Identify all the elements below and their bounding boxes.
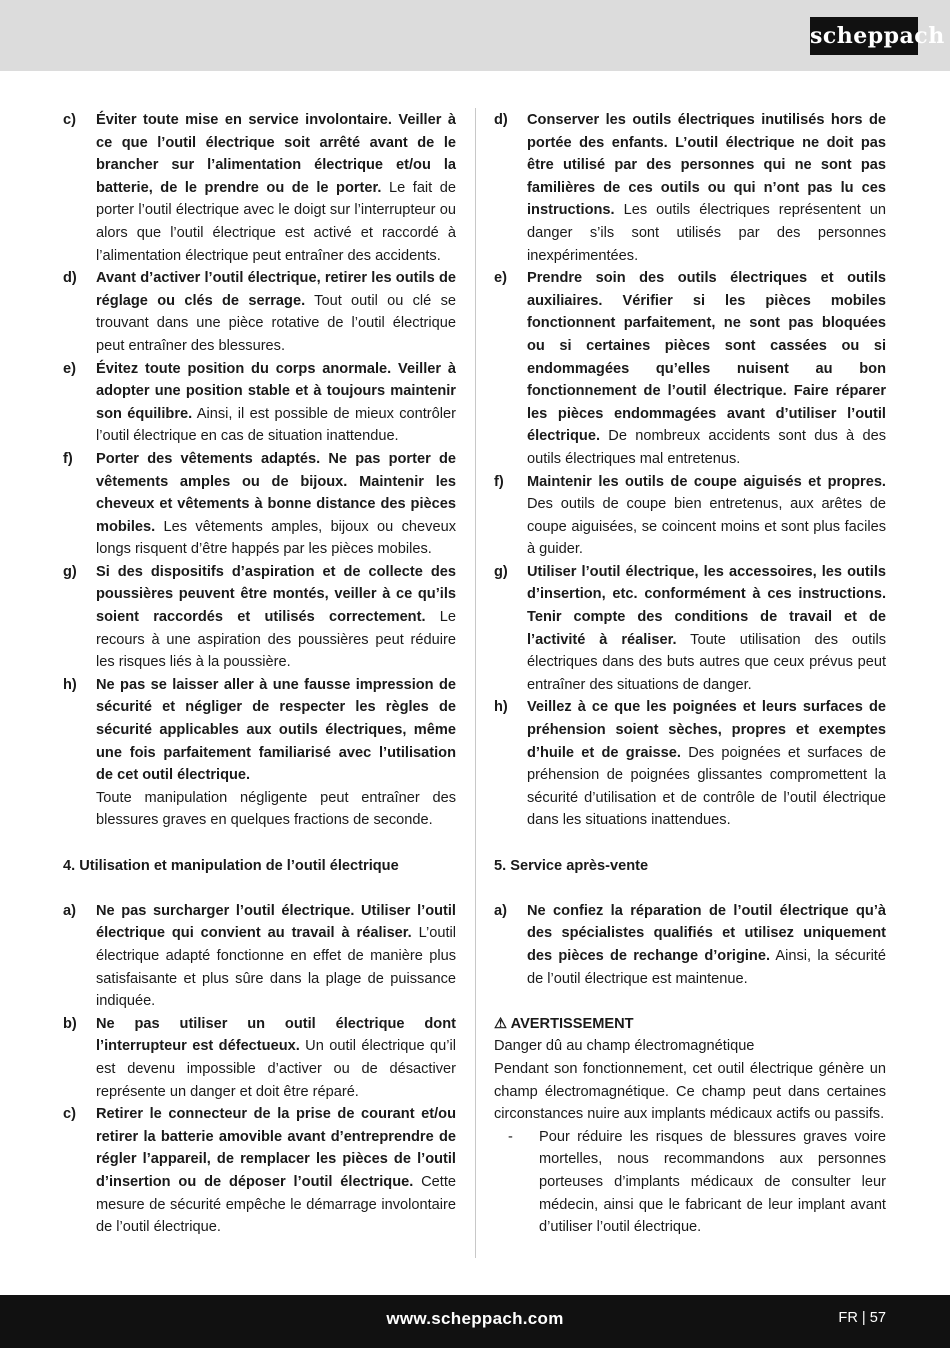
list-item: [63, 1013, 456, 1103]
list-item-normal-text: Tout outil ou clé se trouvant dans une pièce rotative de l’outil électrique peut entraîner des blessures.: [96, 292, 456, 354]
section-5-heading: 5. Service après-vente: [494, 857, 649, 874]
list-item-label: e): [494, 270, 507, 287]
list-item-label: c): [63, 1106, 76, 1123]
column-divider: [475, 108, 476, 1258]
right-column: [494, 109, 886, 1239]
list-item-text: [527, 471, 886, 561]
left-column: [63, 109, 456, 1239]
list-item-label: d): [63, 270, 77, 287]
list-item-normal-text: Toute manipulation négligente peut entraîner des blessures graves en quelques fractions de seconde.: [96, 789, 456, 829]
list-item-text: [527, 561, 886, 697]
list-item-bold-text: Ne pas se laisser aller à une fausse impression de sécurité et négliger de respecter les règles de sécurité applicables aux outils électriques, même une fois parfaitement familiarisé avec l’utilisation de cet outil électrique.: [96, 676, 456, 784]
list-item-bold-text: Utiliser l’outil électrique, les accessoires, les outils d’insertion, etc. conformément à ces instructions. Tenir compte des conditions de travail et de l’activité à réaliser.: [527, 563, 886, 648]
list-item-bold-text: Prendre soin des outils électriques et outils auxiliaires. Vérifier si les pièces mobiles fonctionnent parfaitement, ne sont pas bloquées ou si certaines pièces sont cassées ou si endommagées qu’elles nuisent au bon fonctionnement de l’outil électrique. Faire réparer les pièces endommagées avant d’utiliser l’outil électrique.: [527, 270, 886, 445]
list-item: [63, 1103, 456, 1239]
list-item-label: d): [494, 112, 508, 128]
list-item-text: [96, 561, 456, 674]
list-item-bold-text: Si des dispositifs d’aspiration et de collecte des poussières peuvent être montés, veiller à ce qu’ils soient raccordés et utilisés correctement.: [96, 563, 456, 626]
warning-paragraph: Pendant son fonctionnement, cet outil électrique génère un champ électromagnétique. Ce champ peut dans certaines circonstances nuire aux implants médicaux actifs ou passifs.: [494, 1060, 886, 1123]
list-item-text: [96, 674, 456, 832]
list-item-normal-text: Les outils électriques représentent un danger s’ils sont utilisés par des personnes inexpérimentées.: [527, 202, 886, 264]
list-item: [63, 900, 456, 1013]
warning-title-text: AVERTISSEMENT: [510, 1015, 634, 1032]
list-item-label: f): [63, 450, 73, 467]
list-item-normal-text: Cette mesure de sécurité empêche le démarrage involontaire de l’outil électrique.: [96, 1173, 457, 1236]
list-item-text: [527, 696, 886, 832]
list-item-normal-text: De nombreux accidents sont dus à des outils électriques mal entretenus.: [527, 428, 886, 467]
list-item-normal-text: Des poignées et surfaces de préhension de poignées glissantes compromettent la sécurité d’utilisation et de contrôle de l’outil électrique dans les situations inattendues.: [527, 744, 886, 829]
list-item-label: a): [494, 902, 507, 919]
list-item-bold-text: Évitez toute position du corps anormale. Veiller à adopter une position stable et à toujours maintenir son équilibre.: [96, 360, 456, 422]
header-bar: [0, 0, 950, 71]
list-item-normal-text: Toute utilisation des outils électriques dans des buts autres que ceux prévus peut entraîner des situations de danger.: [527, 631, 887, 693]
list-item: [494, 471, 886, 561]
list-item-bold-text: Conserver les outils électriques inutilisés hors de portée des enfants. L’outil électrique ne doit pas être utilisé par des personnes qui ne sont pas familières de ces outils ou qui n’ont pas lu ces instructions.: [527, 112, 886, 219]
list-item: [63, 674, 456, 832]
warning-block: [494, 1013, 886, 1239]
list-item-text: [527, 267, 886, 470]
list-item-bold-text: Porter des vêtements adaptés. Ne pas porter de vêtements amples ou de bijoux. Maintenir les cheveux et vêtements à bonne distance des pièces mobiles.: [96, 450, 456, 535]
warning-subtitle: Danger dû au champ électromagnétique: [494, 1038, 755, 1055]
list-item-label: g): [63, 563, 77, 580]
list-item-label: g): [494, 563, 508, 580]
list-item-normal-text: L’outil électrique adapté fonctionne en effet de manière plus satisfaisante et plus sûre dans la plage de puissance indiquée.: [96, 925, 456, 1010]
list-item-normal-text: Des outils de coupe bien entretenus, aux arêtes de coupe aiguisées, se coincent moins et sont plus faciles à guider.: [527, 496, 886, 558]
list-item-bold-text: Avant d’activer l’outil électrique, retirer les outils de réglage ou clés de serrage.: [96, 270, 456, 309]
warning-bullet: [494, 1126, 886, 1239]
warning-triangle-icon: ⚠: [494, 1015, 508, 1032]
list-item-bold-text: Ne pas utiliser un outil électrique dont l’interrupteur est défectueux.: [96, 1015, 456, 1055]
footer-bar: [0, 1295, 950, 1348]
page-number: FR | 57: [838, 1310, 886, 1326]
list-item-label: a): [63, 902, 76, 919]
list-item-normal-text: Ainsi, la sécurité de l’outil électrique est maintenue.: [527, 947, 886, 987]
list-item-bold-text: Veillez à ce que les poignées et leurs surfaces de préhension soient sèches, propres et exemptes d’huile et de graisse.: [527, 699, 886, 761]
list-item-text: [96, 358, 456, 448]
list-item-label: c): [63, 112, 76, 128]
list-item-label: e): [63, 360, 76, 377]
list-item-bold-text: Éviter toute mise en service involontaire. Veiller à ce que l’outil électrique soit arrêté avant de le brancher sur l’alimentation électrique et/ou la batterie, de le prendre ou de le porter.: [96, 112, 456, 196]
bullet-text: Pour réduire les risques de blessures graves voire mortelles, nous recommandons aux personnes porteuses d’implants médicaux de consulter leur médecin, ainsi que le fabricant de leur implant avant d’utiliser l’outil électrique.: [539, 1128, 886, 1236]
list-item-bold-text: Ne confiez la réparation de l’outil électrique qu’à des spécialistes qualifiés et utilisez uniquement des pièces de rechange d’origine.: [527, 902, 886, 964]
section-4-heading: 4. Utilisation et manipulation de l’outil électrique: [63, 857, 399, 874]
list-item: [494, 696, 886, 832]
list-item-bold-text: Ne pas surcharger l’outil électrique. Utiliser l’outil électrique qui convient au travail à réaliser.: [96, 902, 456, 942]
list-item-text: [527, 109, 886, 267]
warning-title: [494, 1013, 886, 1036]
list-item: [63, 448, 456, 561]
website-link[interactable]: www.scheppach.com: [386, 1309, 564, 1328]
bullet-dash: -: [508, 1128, 513, 1145]
list-item-text: [96, 109, 456, 267]
list-item: [63, 358, 456, 448]
list-item: [63, 267, 456, 357]
list-item: [494, 900, 886, 990]
list-item: [63, 561, 456, 674]
list-item: [494, 561, 886, 697]
list-item-label: b): [63, 1015, 77, 1032]
list-item-text: [96, 1013, 456, 1103]
list-item-bold-text: Retirer le connecteur de la prise de courant et/ou retirer la batterie amovible avant d’entreprendre de régler l’appareil, de remplacer les pièces de l’outil d’insertion ou de déposer l’outil électrique.: [96, 1106, 456, 1190]
list-item-bold-text: Maintenir les outils de coupe aiguisés et propres.: [527, 473, 886, 490]
list-item-text: [527, 900, 886, 990]
list-item-text: [96, 267, 456, 357]
list-item-normal-text: Les vêtements amples, bijoux ou cheveux longs risquent d’être happés par les pièces mobiles.: [96, 518, 456, 558]
list-item-label: f): [494, 473, 504, 490]
list-item-label: h): [63, 676, 77, 693]
list-item: [494, 109, 886, 267]
list-item-normal-text: Un outil électrique qu’il est devenu impossible d’activer ou de désactiver représente un danger et doit être réparé.: [96, 1038, 456, 1100]
list-item: [494, 267, 886, 470]
list-item: [63, 109, 456, 267]
brand-logo: scheppach: [810, 17, 918, 55]
list-item-label: h): [494, 699, 508, 716]
list-item-text: [96, 900, 456, 1013]
list-item-text: [96, 1103, 456, 1239]
list-item-normal-text: Ainsi, il est possible de mieux contrôler l’outil électrique en cas de situation inattendue.: [96, 405, 457, 445]
list-item-text: [96, 448, 456, 561]
list-item-normal-text: Le fait de porter l’outil électrique avec le doigt sur l’interrupteur ou alors que l’outil électrique est activé et raccordé à l’alimentation électrique peut entraîner des accidents.: [96, 179, 456, 264]
list-item-normal-text: Le recours à une aspiration des poussières peut réduire les risques liés à la poussière.: [96, 609, 456, 671]
